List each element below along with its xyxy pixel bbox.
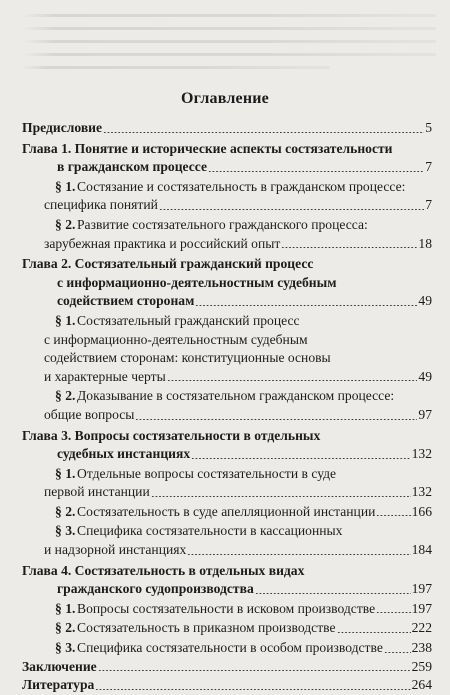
dot-leader xyxy=(195,305,417,306)
entry-title-line: и надзорной инстанциях xyxy=(44,542,187,558)
page-number: 49 xyxy=(418,293,432,309)
page-number: 184 xyxy=(411,542,432,558)
page-number: 132 xyxy=(411,446,432,462)
dot-leader xyxy=(281,247,417,248)
page-number: 222 xyxy=(411,620,432,636)
page-number: 238 xyxy=(411,640,432,656)
entry-title-line: зарубежная практика и российский опыт xyxy=(44,235,281,251)
section-number: § 1. xyxy=(55,600,76,616)
entry-title-line: содействием сторонам: конституционные основы xyxy=(44,350,331,366)
toc-section-entry xyxy=(22,619,432,638)
section-number: § 2. xyxy=(55,216,76,232)
page-number: 166 xyxy=(411,503,432,519)
toc-section-entry xyxy=(22,600,432,619)
page-number: 18 xyxy=(418,235,432,251)
page-number: 7 xyxy=(425,197,432,213)
dot-leader xyxy=(376,515,410,516)
entry-title-line: Состязательный гражданский процесс xyxy=(77,312,300,328)
section-number: § 1. xyxy=(55,465,76,481)
dot-leader xyxy=(337,632,411,633)
toc-entry xyxy=(22,658,432,677)
toc-section-entry xyxy=(22,312,432,386)
dot-leader xyxy=(384,652,411,653)
section-number: § 3. xyxy=(55,640,76,656)
page-number: 197 xyxy=(411,600,432,616)
page-number: 5 xyxy=(425,120,432,135)
entry-title-line: специфика понятий xyxy=(44,197,158,213)
entry-title-line: Отдельные вопросы состязательности в суде xyxy=(77,465,337,481)
section-number: § 2. xyxy=(55,503,76,519)
entry-title-line: Состязательность в приказном производстве xyxy=(77,620,336,636)
entry-title-line: с информационно-деятельностным судебным xyxy=(57,274,337,290)
toc-section-entry xyxy=(22,465,432,502)
section-number: § 1. xyxy=(55,178,76,194)
entry-title-line: и характерные черты xyxy=(44,368,166,384)
entry-title-line: общие вопросы xyxy=(44,406,135,422)
entry-title-line: Вопросы состязательности в исковом производстве xyxy=(77,600,376,616)
toc-chapter-entry xyxy=(22,427,432,464)
entry-title-line: Предисловие xyxy=(22,120,103,135)
dot-leader xyxy=(98,670,411,671)
toc-section-entry xyxy=(22,178,432,215)
dot-leader xyxy=(208,171,424,172)
toc-section-entry xyxy=(22,503,432,522)
dot-leader xyxy=(151,496,411,497)
dot-leader xyxy=(95,689,410,690)
toc-entry xyxy=(22,676,432,695)
toc-chapter-entry xyxy=(22,140,432,177)
entry-title-line: Специфика состязательности в особом производстве xyxy=(77,640,383,656)
previous-page-bleed-through xyxy=(0,0,450,92)
entry-title-line: Специфика состязательности в кассационных xyxy=(77,523,343,539)
page-number: 49 xyxy=(418,368,432,384)
entry-title-line: Состязательность в суде апелляционной инстанции xyxy=(77,503,376,519)
toc-section-entry xyxy=(22,639,432,658)
page-number: 197 xyxy=(411,581,432,597)
dot-leader xyxy=(187,554,410,555)
entry-title-line: Глава 4. Состязательность в отдельных видах xyxy=(22,562,305,578)
entry-title-line: Доказывание в состязательном гражданском процессе: xyxy=(77,388,395,404)
entry-title-line: с информационно-деятельностным судебным xyxy=(44,331,308,347)
toc-entry xyxy=(22,119,432,138)
page-number: 7 xyxy=(425,159,432,175)
entry-title-line: Глава 3. Вопросы состязательности в отдельных xyxy=(22,427,321,443)
dot-leader xyxy=(167,380,418,381)
dot-leader xyxy=(376,612,410,613)
toc-section-entry xyxy=(22,216,432,253)
toc-section-entry xyxy=(22,522,432,559)
entry-title-line: Состязание и состязательность в гражданском процессе: xyxy=(77,178,406,194)
toc-section-entry xyxy=(22,387,432,424)
toc-chapter-entry xyxy=(22,255,432,311)
dot-leader xyxy=(103,132,424,133)
dot-leader xyxy=(159,209,424,210)
entry-title-line: первой инстанции xyxy=(44,484,150,500)
entry-title-line: Глава 1. Понятие и исторические аспекты состязательности xyxy=(22,140,393,156)
entry-title-line: Заключение xyxy=(22,658,97,674)
contents-heading: Оглавление xyxy=(181,90,269,107)
table-of-contents xyxy=(22,119,432,695)
entry-title-line: гражданского судопроизводства xyxy=(57,581,254,597)
section-number: § 1. xyxy=(55,312,76,328)
dot-leader xyxy=(191,458,410,459)
page-number: 132 xyxy=(411,484,432,500)
entry-title-line: судебных инстанциях xyxy=(57,446,191,462)
dot-leader xyxy=(135,419,417,420)
page-number: 259 xyxy=(411,658,432,674)
section-number: § 3. xyxy=(55,523,76,539)
entry-title-line: содействием сторонам xyxy=(57,293,195,309)
page-number: 97 xyxy=(418,406,432,422)
section-number: § 2. xyxy=(55,620,76,636)
page-number: 264 xyxy=(411,677,432,693)
section-number: § 2. xyxy=(55,388,76,404)
dot-leader xyxy=(255,593,411,594)
entry-title-line: Глава 2. Состязательный гражданский процесс xyxy=(22,256,314,272)
entry-title-line: Развитие состязательного гражданского процесса: xyxy=(77,216,368,232)
entry-title-line: в гражданском процессе xyxy=(57,159,208,175)
toc-chapter-entry xyxy=(22,562,432,599)
entry-title-line: Литература xyxy=(22,677,95,693)
